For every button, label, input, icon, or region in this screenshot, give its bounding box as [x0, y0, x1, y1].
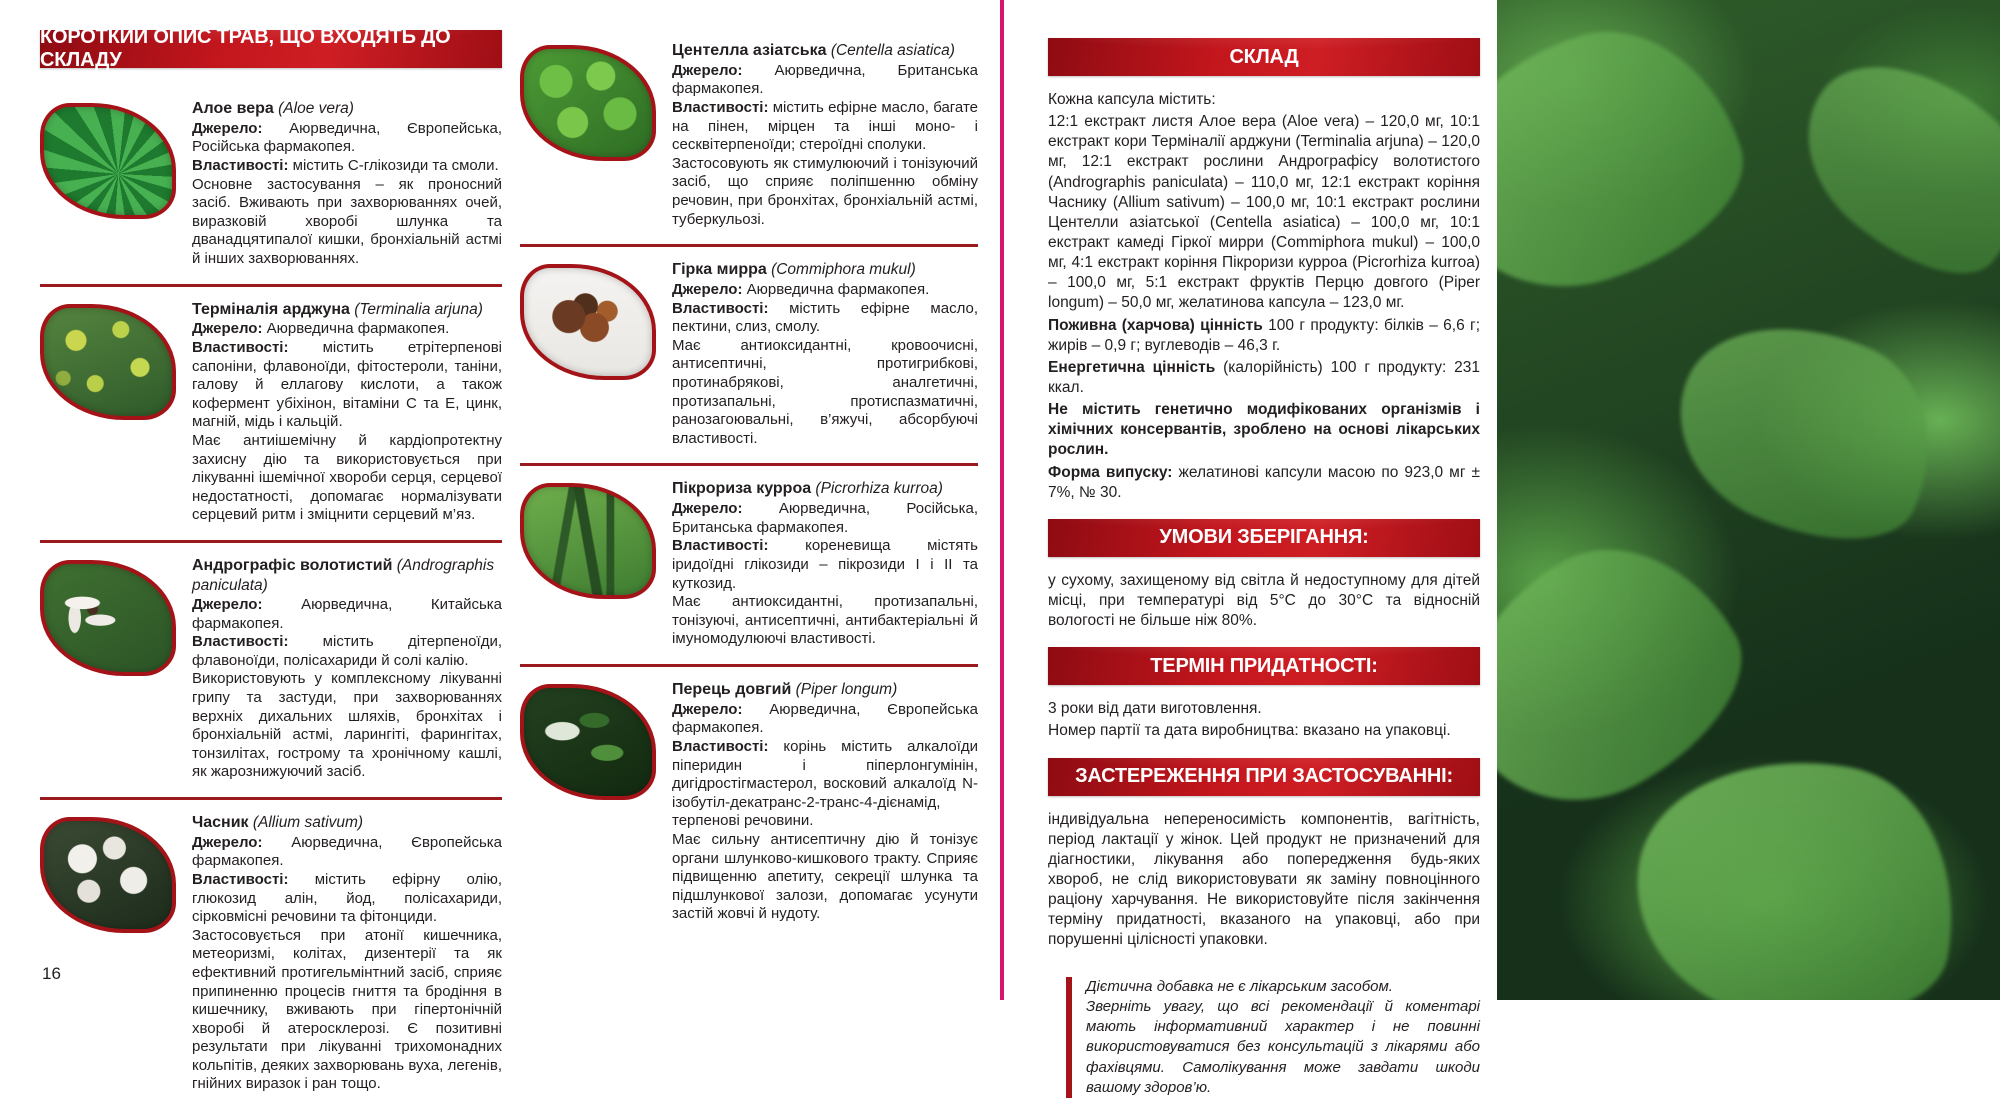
energy-text: (калорійність) 100 г продукту: 231 ккал. — [1048, 358, 1480, 396]
herb-text — [672, 680, 978, 924]
properties-label: Властивості: — [192, 633, 289, 651]
source-label: Джерело: — [192, 320, 263, 338]
herb-extra: Застосовується при атонії кишечника, метеоризмі, колітах, дизентерії та як ефективний протигельмінтний засіб, сприяє припиненню процесів гниття та бродіння в кишечнику, вживають при гіпертонічній хворобі й атеросклерозі. Є позитивні результати при лікуванні трихомонадних кольпітів, деяких захворювань вуха, легенів, гнійних виразок і ран тощо. — [192, 926, 502, 1093]
section-header-warnings-label: ЗАСТЕРЕЖЕННЯ ПРИ ЗАСТОСУВАННІ: — [1075, 765, 1453, 788]
leaf-shape — [1648, 286, 1967, 574]
herb-photo-picrorhiza — [520, 483, 656, 599]
properties-label: Властивості: — [672, 537, 769, 555]
herb-latin-name: (Piper longum) — [795, 680, 898, 698]
section-header-composition — [1048, 38, 1480, 76]
disclaimer-line2: Зверніть увагу, що всі рекомендації й коментарі мають інформативний характер і не повинні використовуватися без консультацій з лікарями або фахівцями. Самолікування може завдати шкоди вашому здоров’ю. — [1086, 997, 1480, 1096]
herb-text — [192, 300, 502, 525]
herb-photo-garlic — [40, 817, 176, 933]
herb-extra: Має антиоксидантні, протизапальні, тонізуючі, антисептичні, антибактеріальні й імуномодулюючі властивості. — [672, 593, 978, 648]
herb-text — [192, 813, 502, 1094]
leaf-shape — [1770, 23, 2000, 307]
herb-source: Аюрведична, Російська, Британська фармакопея. — [672, 500, 979, 536]
herb-source: Аюрведична, Європейська фармакопея. — [192, 833, 502, 870]
herbs-column-2 — [520, 28, 978, 939]
herb-properties: корінь містить алкалоїди піперидин і піперлонгумінін, дигідростігмастерол, восковий алкалоїд N-ізобутіл-декатранс-2-транс-4-дієнамід, терпенові речовини. — [672, 737, 979, 830]
herb-latin-name: (Commiphora mukul) — [771, 261, 916, 279]
energy-label: Енергетична цінність — [1048, 358, 1216, 376]
herbs-column-1 — [40, 26, 503, 1109]
properties-label: Властивості: — [672, 737, 769, 755]
section-header-shelf-life-label: ТЕРМІН ПРИДАТНОСТІ: — [1150, 654, 1378, 677]
page-number: 16 — [42, 964, 61, 983]
herb-name: Часник — [192, 813, 249, 831]
herb-name: Гірка мирра — [672, 261, 767, 279]
herb-photo-piper — [520, 684, 656, 800]
herb-entry-centella — [520, 28, 978, 244]
herb-latin-name: (Aloe vera) — [278, 100, 354, 117]
herb-name: Терміналія арджуна — [192, 300, 350, 318]
herb-text — [192, 556, 502, 782]
properties-label: Властивості: — [672, 299, 769, 317]
herb-photo-aloe-vera — [40, 103, 176, 219]
leaf-photo — [1497, 0, 2000, 1000]
herb-entry-myrrh — [520, 244, 978, 463]
herb-extra: Основне застосування – як проносний засіб. Вживають при захворюваннях очей, виразковій хворобі шлунка та дванадцятипалої кишки, бронхіальній астмі й інших захворюваннях. — [192, 175, 502, 267]
herb-extra: Має антиоксидантні, кровоочисні, антисептичні, протигрибкові, протинабрякові, аналгетичні, протизапальні, протиспазматичні, ранозагоювальні, в’яжучі, абсорбуючі властивості. — [672, 336, 978, 447]
properties-label: Властивості: — [192, 870, 289, 888]
herb-name: Центелла азіатська — [672, 42, 827, 59]
herb-source: Аюрведична, Китайська фармакопея. — [192, 595, 503, 632]
herb-latin-name: (Allium sativum) — [252, 813, 364, 831]
leaf-shape — [1497, 0, 1767, 320]
herb-text — [192, 99, 502, 269]
herb-photo-myrrh — [520, 264, 656, 380]
herb-source: Аюрведична фармакопея. — [266, 320, 450, 338]
herb-properties: містить С-глікозиди та смоли. — [292, 157, 499, 175]
composition-body: 12:1 екстракт листя Алое вера (Aloe vera) – 120,0 мг, 10:1 екстракт кори Терміналії арджуни (Terminalia arjuna) – 120,0 мг, 12:1 екстракт рослини Андрографісу волотистого (Andrographis paniculata) – 110,0 мг, 12:1 екстракт коріння Часнику (Allium sativum) – 100,0 мг, 10:1 екстракт рослини Центелли азіатської (Centella asiatica) – 100,0 мг, 10:1 екстракт камеді Гіркої мирри (Commiphora mukul) – 100,0 мг, 4:1 екстракт коріння Пікроризи курроа (Picrorhiza kurroa) – 100,0 мг, 5:1 екстракт фруктів Перцю довгого (Piper longum) – 50,0 мг, желатинова капсула – 123,0 мг. — [1048, 113, 1480, 312]
warnings-body: індивідуальна непереносимість компонентів, вагітність, період лактації у жінок. Цей продукт не призначений для діагностики, лікування або попередження будь-яких хвороб, не слід використовувати як заміну повноцінного раціону харчування. Не використовуйте після закінчення терміну придатності, вказаного на упаковці, або при порушенні цілісності упаковки. — [1048, 810, 1480, 949]
properties-label: Властивості: — [192, 339, 289, 356]
herb-source: Аюрведична, Британська фармакопея. — [672, 61, 978, 98]
herb-entry-aloe-vera — [40, 86, 502, 284]
properties-label: Властивості: — [192, 157, 289, 175]
section-header-warnings — [1048, 758, 1480, 796]
herb-entry-garlic — [40, 797, 502, 1109]
herb-properties: містить дітерпеноїди, флавоноїди, полісахариди й солі калію. — [192, 633, 502, 669]
herb-extra: Використовують у комплексному лікуванні грипу та застуди, при захворюваннях верхніх дихальних шляхів, бронхітах і бронхіальній астмі, ларингіті, фарингітах, тонзилітах, гострому та хронічному кашлі, як жарознижуючий засіб. — [192, 670, 502, 781]
source-label: Джерело: — [192, 833, 263, 851]
herb-name: Андрографіс волотистий — [192, 556, 393, 574]
herb-text — [672, 41, 978, 229]
herb-latin-name: (Picrorhiza kurroa) — [815, 480, 943, 498]
herb-source: Аюрведична, Європейська фармакопея. — [672, 700, 978, 737]
herb-properties: містить етрітерпенові сапоніни, флавоноїди, фітостероли, таніни, галову й еллагову кислоти, а також кофермент убіхінон, вітаміни С та Е, цинк, магній, мідь і кальцій. — [192, 339, 502, 431]
herb-entry-piper — [520, 664, 978, 939]
herb-photo-centella — [520, 45, 656, 161]
source-label: Джерело: — [192, 119, 263, 137]
herb-properties: містить ефірну олію, глюкозид алін, йод, полісахариди, сірковмісні речовини та фітонциди. — [192, 870, 503, 926]
source-label: Джерело: — [672, 700, 743, 718]
section-header-shelf-life — [1048, 647, 1480, 685]
nutrition-text: 100 г продукту: білків – 6,6 г; жирів – 0,9 г; вуглеводів – 46,3 г. — [1048, 316, 1480, 354]
form-label: Форма випуску: — [1048, 463, 1173, 481]
disclaimer-line1: Дієтична добавка не є лікарським засобом. — [1086, 977, 1393, 995]
herb-source: Аюрведична, Європейська, Російська фармакопея. — [192, 119, 503, 156]
storage-body: у сухому, захищеному від світла й недоступному для дітей місці, при температурі від 5°С до 30°С та відносній вологості не більше ніж 80%. — [1048, 571, 1480, 630]
herb-entry-terminalia — [40, 284, 502, 540]
herb-photo-terminalia — [40, 304, 176, 420]
herb-latin-name: (Terminalia arjuna) — [354, 300, 483, 318]
herb-extra: Має антиішемічну й кардіопротектну захисну дію та використовується при лікуванні ішемічної хвороби серця, серцевої недостатності, допомагає нормалізувати серцевий ритм і зміцнити серцевий м’яз. — [192, 431, 502, 524]
left-page-header-label: КОРОТКИЙ ОПИС ТРАВ, ЩО ВХОДЯТЬ ДО СКЛАДУ — [40, 26, 451, 71]
herb-extra: Застосовують як стимулюючий і тонізуючий засіб, що сприяє поліпшенню обміну речовин, при бронхітах, бронхіальній астмі, туберкульозі. — [672, 154, 978, 228]
herb-entry-andrographis — [40, 540, 502, 797]
page-fold-divider — [1000, 0, 1004, 1000]
herb-properties: кореневища містять іридоїдні глікозиди – пікрозиди I і II та куткозид. — [672, 537, 978, 592]
source-label: Джерело: — [672, 281, 743, 298]
left-page-header — [40, 26, 502, 71]
nutrition-label: Поживна (харчова) цінність — [1048, 316, 1263, 334]
form-text: желатинові капсули масою по 923,0 мг ± 7%, № 30. — [1048, 463, 1480, 501]
herb-properties: містить ефірне масло, пектини, слиз, смолу. — [672, 299, 979, 336]
source-label: Джерело: — [672, 500, 743, 518]
herb-latin-name: (Andrographis paniculata) — [192, 556, 495, 594]
herb-source: Аюрведична фармакопея. — [746, 281, 930, 298]
herb-entry-picrorhiza — [520, 463, 978, 664]
herb-photo-andrographis — [40, 560, 176, 676]
herb-text — [672, 260, 978, 448]
herb-properties: містить ефірне масло, багате на пінен, мірцен та інші моно- і сесквітерпеноїди; стероїдні сполуки. — [672, 99, 978, 154]
herb-name: Перець довгий — [672, 680, 792, 698]
section-header-storage-label: УМОВИ ЗБЕРІГАННЯ: — [1159, 526, 1369, 549]
gmo-statement: Не містить генетично модифікованих організмів і хімічних консервантів, зроблено на основі лікарських рослин. — [1048, 401, 1480, 459]
properties-label: Властивості: — [672, 99, 769, 117]
source-label: Джерело: — [192, 595, 263, 613]
shelf-life-line2: Номер партії та дата виробництва: вказано на упаковці. — [1048, 722, 1451, 740]
disclaimer-note — [1066, 977, 1480, 1099]
leaf-shape — [1617, 734, 1977, 1000]
herb-latin-name: (Centella asiatica) — [830, 42, 955, 59]
herb-text — [672, 479, 978, 649]
herb-name: Алое вера — [192, 100, 274, 117]
shelf-life-line1: 3 роки від дати виготовлення. — [1048, 700, 1262, 718]
section-header-composition-label: СКЛАД — [1229, 45, 1299, 68]
herb-extra: Має сильну антисептичну дію й тонізує органи шлунково-кишкового тракту. Сприяє підвищенню апетиту, секреції шлунка та підшлункової залози, допомагає усунути застій жовчі й нудоту. — [672, 830, 978, 923]
source-label: Джерело: — [672, 61, 743, 79]
info-column — [1048, 38, 1480, 1098]
composition-intro: Кожна капсула містить: — [1048, 91, 1216, 108]
herb-name: Пікрориза курроа — [672, 480, 812, 498]
section-header-storage — [1048, 519, 1480, 557]
